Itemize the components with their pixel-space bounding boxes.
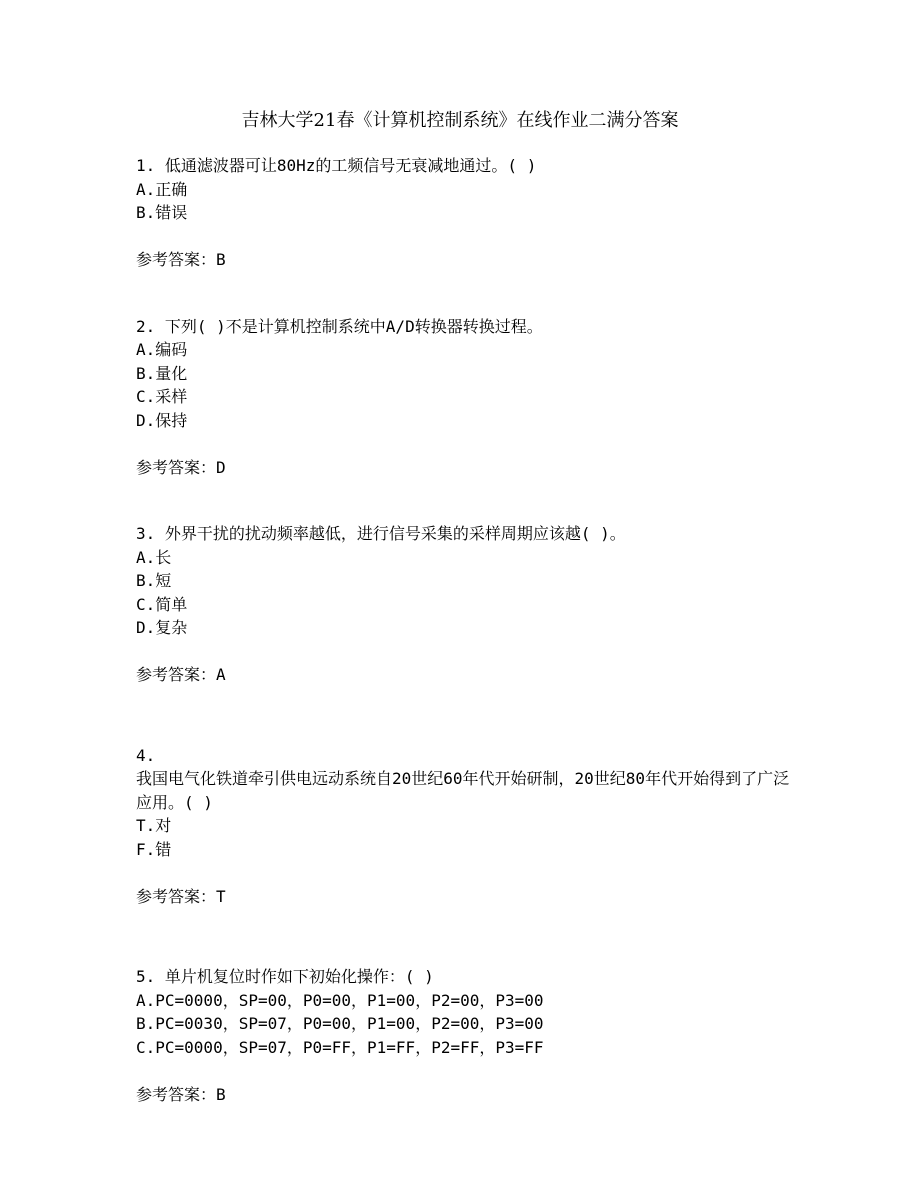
answer-prefix: 参考答案： bbox=[136, 457, 217, 477]
question-4-stem: 我国电气化铁道牵引供电远动系统自20世纪60年代开始研制，20世纪80年代开始得到了广泛应用。( ) bbox=[136, 769, 790, 812]
question-2-option-d: D.保持 bbox=[136, 410, 188, 430]
question-1-answer-value: B bbox=[216, 250, 226, 269]
question-2-option-a: A.编码 bbox=[136, 340, 188, 359]
question-3-option-a: A.长 bbox=[136, 547, 172, 567]
question-2-answer-value: D bbox=[216, 457, 226, 477]
question-1-options bbox=[136, 178, 796, 225]
question-3-answer bbox=[136, 663, 796, 687]
page-title: 吉林大学21春《计算机控制系统》在线作业二满分答案 bbox=[241, 110, 679, 131]
question-5 bbox=[136, 965, 796, 1106]
question-5-options bbox=[136, 989, 796, 1060]
question-4 bbox=[136, 744, 796, 909]
answer-prefix: 参考答案： bbox=[136, 250, 217, 269]
question-1-option-b: B.错误 bbox=[136, 203, 188, 222]
answer-prefix: 参考答案： bbox=[136, 886, 217, 906]
question-2-answer bbox=[136, 456, 796, 480]
question-4-option-t: T.对 bbox=[136, 816, 172, 835]
question-1-answer bbox=[136, 248, 796, 272]
question-5-answer bbox=[136, 1083, 796, 1107]
question-5-option-c: C.PC=0000，SP=07，P0=FF，P1=FF，P2=FF，P3=FF bbox=[136, 1037, 544, 1057]
question-2-stem: 2. 下列( )不是计算机控制系统中A/D转换器转换过程。 bbox=[136, 316, 543, 336]
question-3-option-c: C.简单 bbox=[136, 594, 188, 614]
question-2-option-b: B.量化 bbox=[136, 363, 188, 383]
question-3-stem: 3. 外界干扰的扰动频率越低，进行信号采集的采样周期应该越( )。 bbox=[136, 524, 626, 543]
question-3-answer-value: A bbox=[216, 665, 226, 684]
question-list bbox=[136, 154, 796, 1106]
question-2 bbox=[136, 315, 796, 480]
question-1 bbox=[136, 154, 796, 272]
answer-prefix: 参考答案： bbox=[136, 665, 217, 684]
question-3-option-d: D.复杂 bbox=[136, 618, 188, 637]
question-5-answer-value: B bbox=[216, 1084, 226, 1104]
question-3 bbox=[136, 522, 796, 687]
question-2-option-c: C.采样 bbox=[136, 387, 188, 406]
question-2-options bbox=[136, 338, 796, 432]
question-4-option-f: F.错 bbox=[136, 839, 172, 859]
question-5-option-a: A.PC=0000，SP=00，P0=00，P1=00，P2=00，P3=00 bbox=[136, 990, 544, 1010]
question-4-answer-value: T bbox=[216, 886, 226, 906]
answer-prefix: 参考答案： bbox=[136, 1084, 217, 1104]
question-3-option-b: B.短 bbox=[136, 571, 172, 590]
question-3-options bbox=[136, 546, 796, 640]
question-5-stem: 5. 单片机复位时作如下初始化操作：( ) bbox=[136, 967, 434, 986]
question-4-answer bbox=[136, 885, 796, 909]
question-1-stem: 1. 低通滤波器可让80Hz的工频信号无衰减地通过。( ) bbox=[136, 156, 537, 175]
question-5-option-b: B.PC=0030，SP=07，P0=00，P1=00，P2=00，P3=00 bbox=[136, 1014, 544, 1033]
question-4-options bbox=[136, 814, 796, 861]
question-4-number: 4. bbox=[136, 745, 156, 765]
question-1-option-a: A.正确 bbox=[136, 179, 188, 199]
